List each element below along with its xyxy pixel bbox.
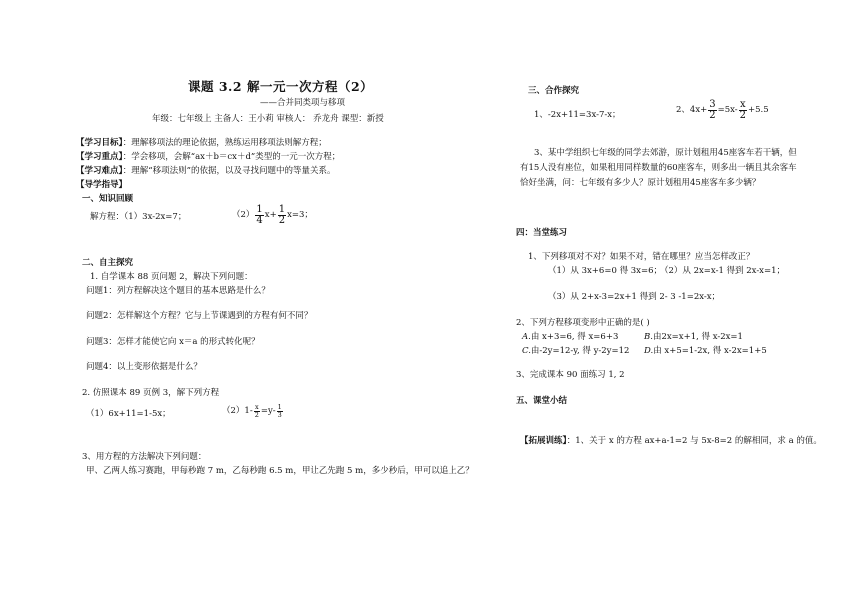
guide-label: 【导学指导】 — [76, 180, 128, 190]
explore-question-3: 问题3：怎样才能使它向 x＝a 的形式转化呢？ — [86, 337, 260, 347]
practice-q1-part-3: （3）从 2+x-3=2x+1 得到 2- 3 -1=2x-x； — [548, 292, 721, 302]
option-a — [522, 332, 618, 342]
option-b — [644, 332, 743, 342]
learning-difficulty-text: ：理解“移项法则”的依据，以及寻找问题中的等量关系。 — [122, 166, 336, 176]
explore-question-4: 问题4：以上变形依据是什么？ — [86, 362, 202, 372]
coop-question-3-line-2: 有15人没有座位，如果租用同样数量的60座客车，则多出一辆且其余客车 — [520, 163, 797, 173]
section4-heading: 四：当堂练习 — [516, 228, 568, 238]
equation-mid: =y- — [260, 405, 276, 416]
coop-question-3-line-3: 恰好坐满，问：七年级有多少人？原计划租用45座客车多少辆？ — [520, 178, 761, 188]
review-question-1: 解方程：（1）3x-2x=7； — [90, 212, 187, 222]
fraction-x-over-2 — [739, 100, 747, 121]
option-c — [522, 346, 629, 356]
fraction-one-half — [278, 205, 286, 226]
fraction-numerator: x — [254, 403, 259, 411]
fraction-denominator: 3 — [277, 410, 282, 419]
explore-equation-2 — [222, 404, 284, 418]
practice-q1-part-1: （1）从 3x+6=0 得 3x=6； — [548, 266, 663, 276]
explore-item-1: 1. 自学课本 88 页问题 2，解决下列问题： — [90, 272, 253, 282]
fraction-denominator: 2 — [739, 110, 747, 121]
option-d-text: 由 x+5=1-2x, 得 x-2x=1+5 — [653, 346, 767, 356]
fraction-numerator: x — [740, 99, 746, 110]
option-b-label: B. — [644, 332, 653, 342]
section3-heading: 三、合作探究 — [528, 86, 580, 96]
review-q2-prefix: （2） — [232, 210, 255, 221]
equation-mid: =5x- — [717, 105, 738, 116]
option-a-label: A. — [522, 332, 531, 342]
extension-training — [520, 436, 822, 446]
practice-question-1: 1、下列移项对不对？如果不对，错在哪里？应当怎样改正？ — [528, 252, 755, 262]
practice-question-3: 3、完成课本 90 面练习 1, 2 — [516, 370, 625, 380]
option-c-text: 由-2y=12-y, 得 y-2y=12 — [530, 346, 630, 356]
learning-goal-label: 【学习目标】 — [76, 138, 123, 148]
fraction-x-over-2 — [254, 404, 260, 418]
explore-question-2: 问题2：怎样解这个方程？它与上节课遇到的方程有何不同？ — [86, 311, 313, 321]
section5-heading: 五、课堂小结 — [516, 396, 568, 406]
page-subtitle: ——合并同类项与移项 — [260, 98, 346, 108]
practice-question-2: 2、下列方程移项变形中正确的是( ) — [516, 318, 650, 328]
equation-prefix: （2）1- — [222, 405, 253, 416]
option-b-text: 由2x=x+1, 得 x-2x=1 — [652, 332, 743, 342]
equation-suffix: +5.5 — [748, 105, 769, 116]
fraction-three-halves — [708, 100, 716, 121]
fraction-denominator: 4 — [256, 215, 263, 226]
learning-difficulty-label: 【学习难点】 — [76, 166, 123, 176]
explore-item-2: 2. 仿照课本 89 页例 3，解下列方程 — [82, 388, 220, 398]
section2-heading: 二、自主探究 — [82, 258, 134, 268]
explore-equation-1: （1）6x+11=1-5x； — [86, 409, 171, 419]
header-info: 年级：七年级上 主备人：王小莉 审核人： 乔龙舟 课型：新授 — [152, 114, 384, 124]
fraction-numerator: 1 — [256, 204, 263, 215]
section1-heading: 一、知识回顾 — [82, 194, 134, 204]
learning-key-label: 【学习重点】 — [76, 152, 123, 162]
equation-prefix: 2、4x+ — [676, 105, 708, 116]
learning-key-text: ：学会移项，会解“ax＋b＝cx＋d”类型的一元一次方程； — [122, 152, 341, 162]
option-d — [644, 346, 767, 356]
fraction-denominator: 2 — [709, 110, 716, 121]
page-title: 课题 3.2 解一元一次方程（2） — [188, 79, 374, 94]
coop-question-3-line-1: 3、某中学组织七年级的同学去郊游，原计划租用45座客车若干辆，但 — [534, 148, 797, 158]
option-c-label: C. — [522, 346, 531, 356]
review-q2-mid: x+ — [264, 210, 277, 221]
explore-item-3-text: 甲、乙两人练习赛跑，甲每秒跑 7 m，乙每秒跑 6.5 m，甲让乙先跑 5 m，多少秒后，甲可以追上乙？ — [86, 466, 474, 476]
coop-equation-1: 1、-2x+11=3x-7-x； — [534, 110, 621, 120]
extension-text: ：1、关于 x 的方程 ax+a-1=2 与 5x-8=2 的解相同，求 a 的值。 — [566, 436, 822, 446]
coop-equation-2 — [676, 100, 769, 121]
review-q2-suffix: x=3； — [287, 210, 313, 221]
practice-q1-part-2: （2）从 2x=x-1 得到 2x-x=1； — [660, 266, 786, 276]
fraction-denominator: 2 — [254, 410, 259, 419]
fraction-denominator: 2 — [278, 215, 286, 226]
explore-question-1: 问题1：列方程解决这个题目的基本思路是什么？ — [86, 286, 270, 296]
option-a-text: 由 x+3=6, 得 x=6+3 — [530, 332, 619, 342]
learning-goal — [76, 138, 327, 148]
explore-item-3: 3、用方程的方法解决下列问题： — [82, 452, 207, 462]
extension-label: 【拓展训练】 — [520, 436, 567, 446]
fraction-one-quarter — [255, 205, 263, 226]
learning-goal-text: ：理解移项法的理论依据，熟练运用移项法则解方程； — [122, 138, 327, 148]
review-question-2 — [232, 205, 313, 226]
learning-difficulty — [76, 166, 335, 176]
option-d-label: D. — [644, 346, 654, 356]
fraction-numerator: 1 — [277, 403, 282, 411]
learning-key-point — [76, 152, 340, 162]
fraction-one-third — [277, 404, 283, 418]
fraction-numerator: 1 — [278, 204, 286, 215]
fraction-numerator: 3 — [709, 99, 716, 110]
